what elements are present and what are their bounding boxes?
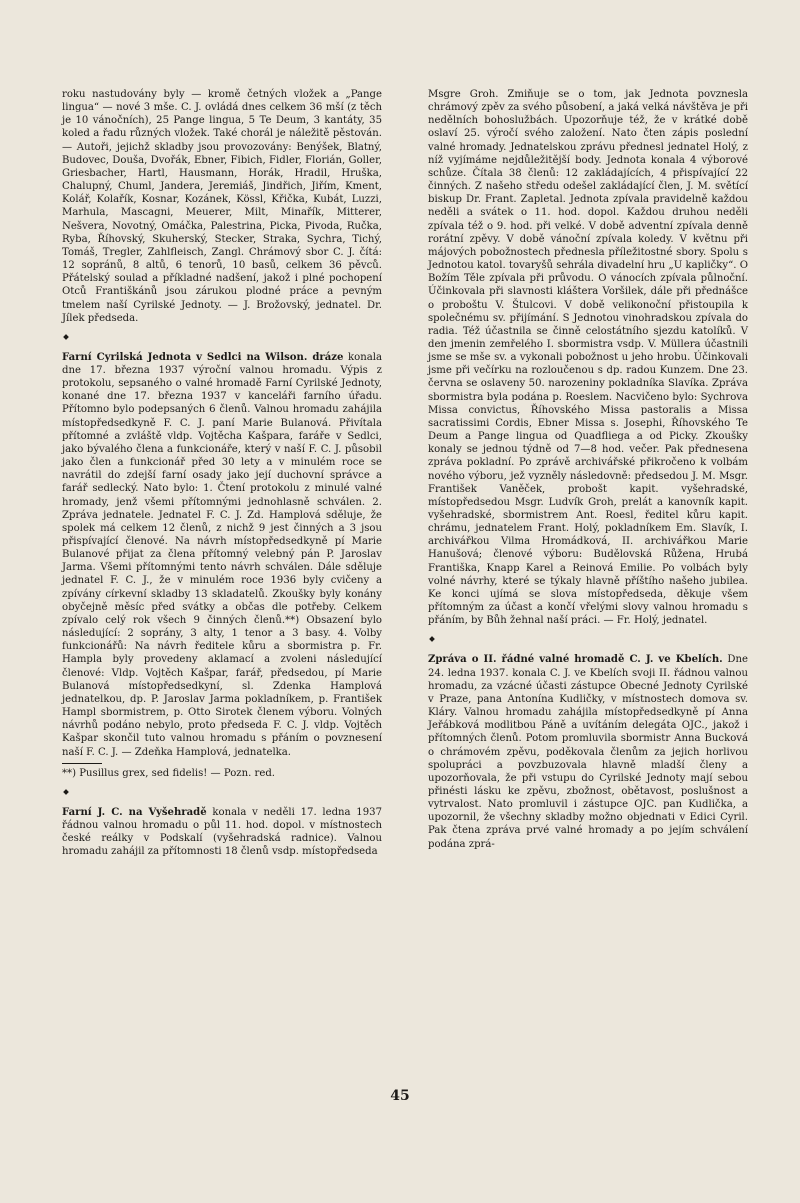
text-columns (62, 88, 748, 858)
footnote-divider (62, 763, 102, 764)
page-number: 45 (390, 1088, 410, 1104)
vysehrad-continued-paragraph: Msgre Groh. Zmiňuje se o tom, jak Jednota povznesla chrámový zpěv za svého působení, a jaká velká návštěva je při nedělních bohoslužbách. Upozorňuje též, že v krátké době oslaví 25. výročí svého založení. Nato čten zápis poslední valné hromady. Jednatelskou zprávu přednesl jednatel Holý, z níž vyjímáme nejdůležitější body. Jednota konala 4 výborové schůze. Čítala 38 členů: 12 zakládajících, 4 přispívající 22 činných. Z našeho středu odešel zakládající člen, J. M. světící biskup Dr. Frant. Zapletal. Jednota zpívala pravidelně každou neděli a svátek o 11. hod. dopol. Každou druhou neděli zpívala též o 9. hod. při velké. V době adventní zpívala denně rorátní zpěvy. V době vánoční zpívala koledy. V květnu při májových pobožnostech přednesla příležitostné sbory. Spolu s Jednotou katol. tovaryšů sehrála divadelní hru „U kapličky“. O Božím Těle zpívala při průvodu. O vánocích zpívala půlnoční. Účinkovala při slavnosti kláštera Voršilek, dále při přednášce o proboštu V. Štulcovi. V době velikonoční přistoupila k společnému sv. přijímání. S Jednotou vinohradskou zpívala do radia. Též účastnila se činně celostátního sjezdu katolíků. V den jmenin zemřelého I. sbormistra vsdp. V. Müllera účastnili jsme se mše sv. a vykonali pobožnost u jeho hrobu. Účinkovali jsme při večírku na rozloučenou s dp. radou Kunzem. Dne 23. června se oslaveny 50. narozeniny pokladníka Slavíka. Zpráva sbormistra byla podána p. Roeslem. Nacvičeno bylo: Sychrova Missa convictus, Říhovského Missa pastoralis a Missa sacratissimi Cordis, Ebner Missa s. Josephi, Říhovského Te Deum a Pange lingua od Quadfliega a od Picky. Zkoušky konaly se jednou týdně od 7—8 hod. večer. Pak přednesena zpráva pokladní. Po zprávě archivářské přikročeno k volbám nového výboru, jež vyzněly následovně: předsedou J. M. Msgr. František Vaněček, probošt kapit. vyšehradské, místopředsedou Msgr. Ludvík Groh, prelát a kanovník kapit. vyšehradské, sbormistrem Ant. Roesl, ředitel kůru kapit. chrámu, jednatelem Frant. Holý, pokladníkem Em. Slavík, I. archivářkou Vilma Hromádková, II. archivářkou Marie Hanušová; členové výboru: Budělovská Růžena, Hrubá Františka, Knapp Karel a Reinová Emilie. Po volbách byly volné návrhy, které se týkaly hlavně příštího našeho jubilea. Ke konci ujímá se slova místopředseda, děkuje všem přítomným za účast a končí vřelými slovy valnou hromadu s přáním, by Bůh žehnal naší práci. — Fr. Holý, jednatel. (428, 89, 748, 627)
left-column (62, 88, 382, 858)
intro-paragraph: roku nastudovány byly — kromě četných vložek a „Pange lingua“ — nové 3 mše. C. J. ovládá dnes celkem 36 mší (z těch je 10 vánočních), 25 Pange lingua, 5 Te Deum, 3 kantáty, 35 koled a řadu různých vložek. Také chorál je náležitě pěstován. — Autoři, jejichž skladby jsou provozovány: Benýšek, Blatný, Budovec, Douša, Dvořák, Ebner, Fibich, Fidler, Florián, Goller, Griesbacher, Hartl, Hausmann, Horák, Hradil, Hruška, Chalupný, Chuml, Jandera, Jeremiáš, Jindřich, Jiřím, Kment, Kolář, Kolařík, Kosnar, Kozánek, Kössl, Křička, Kubát, Luzzi, Marhula, Mascagni, Meuerer, Milt, Minařík, Mitterer, Nešvera, Novotný, Omáčka, Palestrina, Picka, Pivoda, Ručka, Ryba, Říhovský, Skuherský, Stecker, Straka, Sychra, Tichý, Tomáš, Tregler, Zahlfleisch, Zangl. Chrámový sbor C. J. čítá: 12 sopránů, 8 altů, 6 tenorů, 10 basů, celkem 36 pěvců. Přátelský soulad a příkladné nadšení, jakož i plné pochopení Otců Františkánů jsou zárukou plodné práce a pevným tmelem naší Cyrilské Jednoty. — J. Brožovský, jednatel. Dr. Jílek předseda. (62, 89, 382, 324)
section-sedlec (62, 351, 382, 759)
section-vysehrad-heading: Farní J. C. na Vyšehradě (62, 806, 207, 818)
section-sedlec-heading: Farní Cyrilská Jednota v Sedlci na Wilson. dráze (62, 351, 344, 363)
section-kbely (428, 653, 748, 850)
section-bullet-icon (63, 334, 69, 340)
right-column (428, 88, 748, 858)
footnote: **) Pusillus grex, sed fidelis! — Pozn. red. (62, 767, 276, 779)
section-vysehrad-body: konala v neděli 17. ledna 1937 řádnou valnou hromadu o půl 11. hod. dopol. v místnostech české reálky v Podskalí (vyšehradská radnice). Valnou hromadu zahájil za přítomnosti 18 členů vsdp. místopředseda (62, 806, 382, 858)
section-sedlec-body: konala dne 17. března 1937 výroční valnou hromadu. Výpis z protokolu, sepsaného o valné hromadě Farní Cyrilské Jednoty, konané dne 17. března 1937 v kanceláři farního úřadu. Přítomno bylo podepsaných 6 členů. Valnou hromadu zahájila místopředsedkyně F. C. J. paní Marie Bulanová. Přivítala přítomné a zvláště vldp. Vojtěcha Kašpara, faráře v Sedlci, jako bývalého člena a funkcionáře, který v naší F. C. J. působil jako člen a funkcionář před 30 lety a v minulém roce se navrátil do zdejší farní osady jako její duchovní správce a farář sedlecký. Nato bylo: 1. Čtení protokolu z minulé valné hromady, jenž všemi přítomnými jednohlasně schválen. 2. Zpráva jednatele. Jednatel F. C. J. Zd. Hamplová sděluje, že spolek má celkem 12 členů, z nichž 9 jest činných a 3 jsou přispívající členové. Na návrh místopředsedkyně pí Marie Bulanové přijat za člena přítomný velebný pán P. Jaroslav Jarma. Všemi přítomnými tento návrh schválen. Dále sděluje jednatel F. C. J., že v minulém roce 1936 byly cvičeny a zpívány církevní skladby 13 skladatelů. Zkoušky byly konány obyčejně měsíc před svátky a občas dle potřeby. Celkem zpívalo celý rok všech 9 činných členů.**) Obsazení bylo následující: 2 soprány, 3 alty, 1 tenor a 3 basy. 4. Volby funkcionářů: Na návrh ředitele kůru a sbormistra p. Fr. Hampla byly provedeny aklamací a zvoleni následující členové: Vldp. Vojtěch Kašpar, farář, předsedou, pí Marie Bulanová místopředsedkyní, sl. Zdenka Hamplová jednatelkou, dp. P. Jaroslav Jarma pokladníkem, p. František Hampl sbormistrem, p. Otto Sirotek členem výboru. Volných návrhů podáno nebylo, proto předseda F. C. J. vldp. Vojtěch Kašpar skončil tuto valnou hromadu s přáním o povznesení naší F. C. J. — Zdeňka Hamplová, jednatelka. (62, 351, 382, 758)
section-kbely-body: Dne 24. ledna 1937. konala C. J. ve Kbelích svoji II. řádnou valnou hromadu, za vzácné účasti zástupce Obecné Jednoty Cyrilské v Praze, pana Antonína Kudličky, v místnostech domova sv. Kláry. Valnou hromadu zahájila místopředsedkyně pí Anna Jeřábková modlitbou Páně a uvítáním delegáta OJC., jakož i přítomných členů. Potom promluvila sbormistr Anna Bucková o chrámovém zpěvu, poděkovala členům za jejich horlivou spolupráci a povzbuzovala hlavně mladší členy a upozorňovala, že při vstupu do Cyrilské Jednoty mají sebou přinésti lásku ke zpěvu, zbožnost, obětavost, poslušnost a vytrvalost. Nato promluvil i zástupce OJC. pan Kudlička, a upozornil, že všechny skladby možno objednati v Edici Cyril. Pak čtena zpráva prvé valné hromady a po jejím schválení podána zprá- (428, 654, 748, 850)
section-bullet-icon (429, 637, 435, 643)
section-kbely-heading: Zpráva o II. řádné valné hromadě C. J. ve Kbelích. (428, 654, 723, 666)
section-vysehrad (62, 806, 382, 859)
section-bullet-icon (63, 789, 69, 795)
